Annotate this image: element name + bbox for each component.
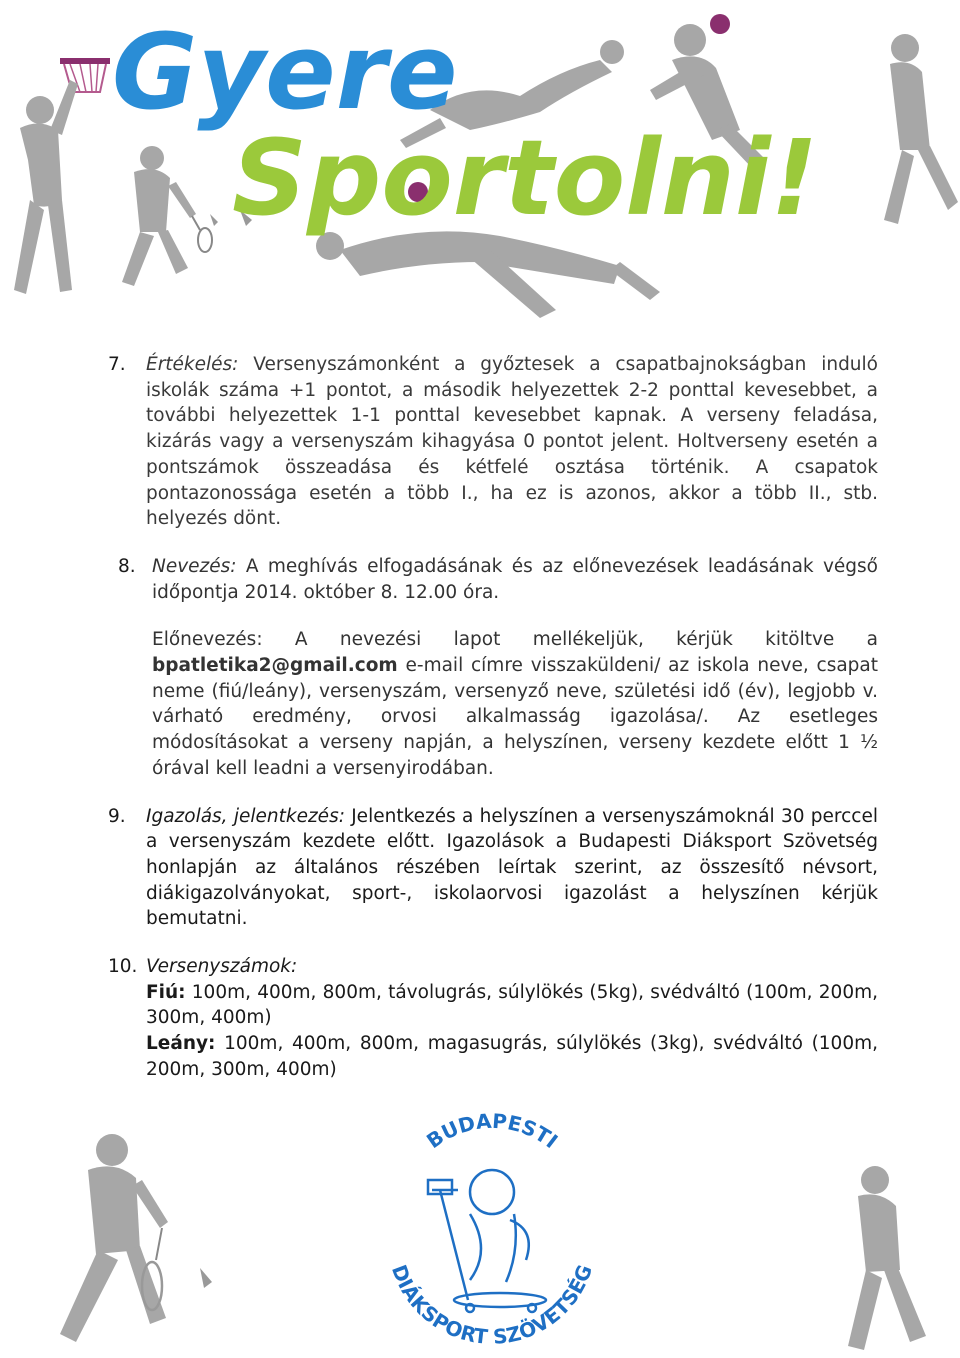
girls-events: 100m, 400m, 800m, magasugrás, súlylökés (3kg), svédváltó (100m, 200m, 300m, 400m) xyxy=(146,1033,878,1080)
section-number: 7. xyxy=(108,354,126,375)
logo-text-line1: Gyere xyxy=(112,11,458,133)
girls-label: Leány: xyxy=(146,1033,216,1055)
association-logo xyxy=(387,1110,597,1349)
section-text: Versenyszámonként a győztesek a csapatbajnokságban induló iskolák száma +1 pontot, a második helyezettek 2-2 ponttal kevesebbet, a további helyezettek 1-1 ponttal kevesebbet kapnak. A verseny feladása, kizárás vagy a versenyszám kihagyása 0 pontot jelent. Holtverseny esetén a pontszámok összeadása és kétfelé osztása történik. A csapatok pontazonossága esetén a több I., ha ez is azonos, akkor a több II., stb. helyezés dönt. xyxy=(146,354,878,530)
section-text: A meghívás elfogadásának és az előnevezések leadásának végső időpontja 2014. október 8. 12.00 óra. xyxy=(152,555,878,603)
badminton-player-footer-figure xyxy=(60,1134,212,1342)
section-label: Értékelés: xyxy=(146,354,239,375)
section-text: Jelentkezés a helyszínen a versenyszámoknál 30 perccel a versenyszám kezdete előtt. Igazolások a Budapesti Diáksport Szövetség honlapján az általános részében leírtak szerint, az összesítő névsort, diákigazolványokat, sport-, iskolaorvosi igazolást a helyszínen kérjük bemutatni. xyxy=(146,805,878,930)
basketball-player-figure xyxy=(14,80,78,294)
lion-mascot-icon xyxy=(428,1170,546,1312)
badminton-player-figure xyxy=(122,146,218,286)
section-number: 9. xyxy=(108,805,126,827)
preregistration-text-cont: e-mail címre visszaküldeni/ az iskola neve, csapat neme (fiú/leány), versenyszám, versenyző neve, születési idő (év), legjobb v. várható eredmény, orvosi alkalmasság igazolása/. Az esetleges módosításokat a verseny napján, a helyszínen, verseny kezdete előtt 1 ½ órával kell leadni a versenyirodában. xyxy=(152,655,878,779)
section-label: Versenyszámok: xyxy=(146,956,298,978)
boys-label: Fiú: xyxy=(146,981,186,1003)
email-address: bpatletika2@gmail.com xyxy=(152,655,398,677)
footer-banner xyxy=(0,1110,960,1354)
section-evaluation xyxy=(108,352,878,532)
runner-figure xyxy=(884,34,958,224)
athlete-footer-figure xyxy=(848,1166,926,1350)
section-registration xyxy=(108,554,878,782)
section-number: 8. xyxy=(118,555,136,577)
footer-illustration xyxy=(0,1110,960,1354)
document-body xyxy=(108,352,878,1083)
section-label: Nevezés: xyxy=(152,555,237,577)
section-label: Igazolás, jelentkezés: xyxy=(146,805,345,827)
header-illustration xyxy=(0,0,960,340)
section-certification xyxy=(108,804,878,933)
preregistration-text: Előnevezés: A nevezési lapot mellékeljük, kérjük kitöltve a xyxy=(152,629,878,651)
section-number: 10. xyxy=(108,956,138,978)
logo-text-top: BUDAPESTI xyxy=(422,1110,563,1154)
section-events xyxy=(108,954,878,1083)
logo-text-line2: Sportolni! xyxy=(232,117,819,239)
header-banner xyxy=(0,0,960,340)
logo-text-bottom: DIÁKSPORT SZÖVETSÉG xyxy=(386,1261,598,1349)
boys-events: 100m, 400m, 800m, távolugrás, súlylökés (5kg), svédváltó (100m, 200m, 300m, 400m) xyxy=(146,981,878,1029)
